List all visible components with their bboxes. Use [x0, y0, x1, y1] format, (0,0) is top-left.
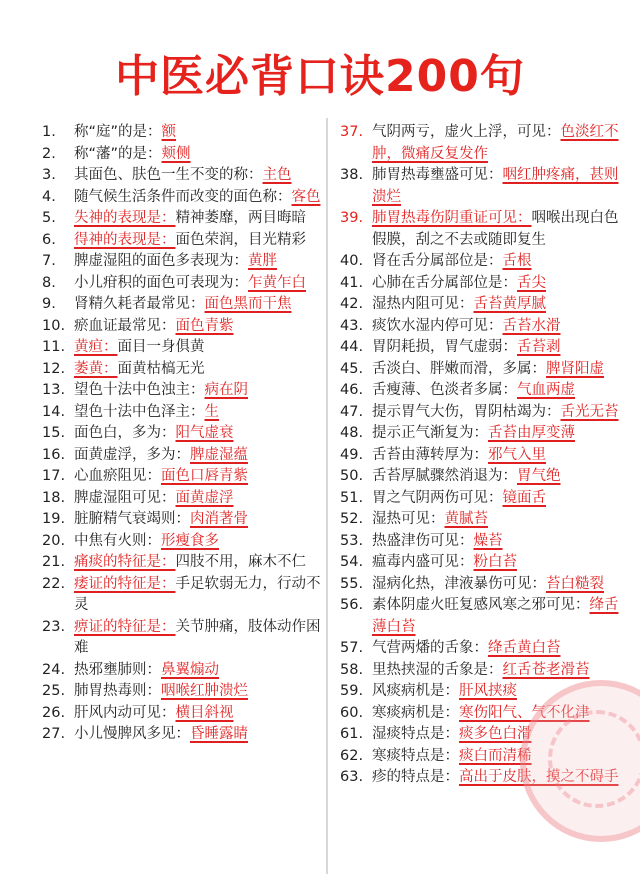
- item-answer: 咽喉红肿溃烂: [161, 683, 248, 699]
- item-number: 50.: [340, 468, 364, 484]
- list-item: [42, 703, 324, 725]
- item-number: 26.: [42, 704, 66, 721]
- item-number: 59.: [340, 683, 364, 699]
- list-item: [42, 208, 324, 230]
- item-text: [74, 466, 324, 488]
- item-number: 25.: [42, 683, 66, 699]
- list-item: [42, 380, 324, 402]
- item-question: 痰饮水湿内停可见：: [372, 317, 503, 334]
- item-answer: 形瘦食多: [161, 532, 219, 549]
- item-question: 瘀血证最常见：: [74, 317, 176, 334]
- item-text: [74, 316, 324, 338]
- item-number: 52.: [340, 511, 364, 527]
- item-answer: 鼻翼煽动: [161, 661, 219, 678]
- list-item: [340, 273, 622, 295]
- item-number: 27.: [42, 726, 66, 742]
- page-title: 中医必背口诀200句: [115, 51, 525, 102]
- item-text: [372, 208, 622, 251]
- item-number: 48.: [340, 425, 364, 441]
- item-answer: 病在阴: [204, 382, 248, 398]
- list-item: [340, 165, 622, 208]
- list-item: [340, 316, 622, 338]
- item-question: 疹的特点是：: [372, 769, 459, 785]
- item-answer: 高出于皮肤，摸之不碍手: [459, 769, 619, 785]
- item-answer: 面色青紫: [175, 317, 234, 334]
- list-item: [340, 488, 622, 510]
- list-item: [340, 251, 622, 273]
- item-question: 肺胃热毒则：: [74, 683, 161, 699]
- item-answer: 主色: [262, 167, 292, 183]
- item-answer: 胃气绝: [517, 468, 561, 484]
- item-text: [372, 423, 622, 445]
- item-number: 3.: [42, 167, 56, 183]
- item-number: 8.: [42, 274, 56, 291]
- item-answer: 失神的表现是：: [74, 210, 176, 226]
- list-item: [42, 316, 324, 338]
- item-text: [372, 595, 622, 638]
- item-number: 5.: [42, 210, 56, 226]
- list-item: [340, 531, 622, 553]
- item-question: 气阴两亏，虚火上浮，可见：: [372, 124, 561, 140]
- list-item: [42, 552, 324, 574]
- item-number: 38.: [340, 167, 364, 183]
- list-item: [42, 359, 324, 381]
- list-item: [42, 660, 324, 682]
- item-text: [74, 531, 324, 553]
- list-item: [42, 337, 324, 359]
- item-text: [372, 445, 622, 467]
- item-answer: 乍黄乍白: [248, 274, 306, 291]
- list-item: [340, 359, 622, 381]
- item-question: 湿痰特点是：: [372, 726, 459, 742]
- item-question: 四肢不用，麻木不仁: [175, 554, 306, 570]
- item-text: [372, 466, 622, 488]
- item-answer: 舌苔剥: [517, 339, 561, 355]
- item-question: 面黄虚浮，多为：: [74, 446, 190, 463]
- item-text: [74, 552, 324, 574]
- item-answer: 黄疸：: [74, 339, 118, 355]
- item-number: 45.: [340, 360, 364, 377]
- item-question: 舌苔由薄转厚为：: [372, 446, 488, 463]
- item-question: 小儿慢脾风多见：: [74, 726, 190, 742]
- item-text: [74, 724, 324, 746]
- item-question: 小儿疳积的面色可表现为：: [74, 274, 248, 291]
- item-question: 心血瘀阻见：: [74, 468, 161, 484]
- list-item: [340, 509, 622, 531]
- item-text: [372, 122, 622, 165]
- item-question: 面色荣润，目光精彩: [175, 231, 306, 248]
- item-answer: 绛舌薄白苔: [372, 597, 619, 635]
- item-answer: 痿证的特征是：: [74, 575, 176, 592]
- item-question: 肝风内动可见：: [74, 704, 176, 721]
- item-number: 1.: [42, 124, 56, 140]
- item-answer: 颊侧: [161, 145, 191, 162]
- list-item: [340, 208, 622, 251]
- item-number: 58.: [340, 661, 364, 678]
- list-item: [42, 165, 324, 187]
- item-number: 12.: [42, 360, 66, 377]
- item-answer: 色淡红不肿，微痛反复发作: [372, 124, 619, 162]
- item-answer: 阳气虚衰: [175, 425, 234, 441]
- item-question: 脏腑精气衰竭则：: [74, 511, 190, 527]
- list-item: [42, 445, 324, 467]
- item-question: 其面色、肤色一生不变的称：: [74, 167, 263, 183]
- item-answer: 舌苔由厚变薄: [488, 425, 575, 441]
- item-text: [372, 316, 622, 338]
- item-answer: 舌苔水滑: [502, 317, 561, 334]
- item-number: 56.: [340, 597, 364, 613]
- item-number: 20.: [42, 532, 66, 549]
- item-question: 面色白，多为：: [74, 425, 176, 441]
- item-answer: 肉消著骨: [190, 511, 248, 527]
- item-question: 咽喉出现白色假膜，刮之不去或随即复生: [372, 210, 619, 248]
- list-item: [340, 294, 622, 316]
- item-number: 24.: [42, 661, 66, 678]
- list-item: [340, 337, 622, 359]
- item-answer: 痰白而清稀: [459, 747, 532, 764]
- item-answer: 舌光无苔: [560, 403, 619, 420]
- item-number: 21.: [42, 554, 66, 570]
- item-number: 10.: [42, 317, 66, 334]
- item-question: 胃阴耗损，胃气虚弱：: [372, 339, 517, 355]
- item-answer: 面色黑而干焦: [204, 296, 292, 312]
- item-question: 面目一身俱黄: [117, 339, 205, 355]
- item-question: 瘟毒内盛可见：: [372, 554, 474, 570]
- list-item: [42, 122, 324, 144]
- list-item: [340, 402, 622, 424]
- item-question: 中焦有火则：: [74, 532, 161, 549]
- list-item: [340, 445, 622, 467]
- item-text: [74, 617, 324, 660]
- list-item: [340, 660, 622, 682]
- item-answer: 得神的表现是：: [74, 231, 176, 248]
- item-number: 63.: [340, 769, 364, 785]
- item-answer: 额: [161, 124, 177, 140]
- item-number: 51.: [340, 489, 364, 506]
- item-text: [74, 144, 324, 166]
- item-answer: 绛舌黄白苔: [488, 640, 561, 656]
- item-text: [74, 380, 324, 402]
- item-number: 22.: [42, 575, 66, 592]
- item-number: 15.: [42, 425, 66, 441]
- item-answer: 面黄虚浮: [175, 489, 234, 506]
- item-text: [74, 488, 324, 510]
- item-question: 关节肿痛，肢体动作困难: [74, 618, 321, 656]
- item-number: 17.: [42, 468, 66, 484]
- item-number: 6.: [42, 231, 56, 248]
- item-question: 里热挟湿的舌象是：: [372, 661, 503, 678]
- list-item: [42, 230, 324, 252]
- item-answer: 昏睡露睛: [190, 726, 248, 742]
- item-number: 39.: [340, 210, 364, 226]
- item-number: 54.: [340, 554, 364, 570]
- item-number: 46.: [340, 382, 364, 398]
- item-text: [372, 638, 622, 660]
- list-item: [42, 509, 324, 531]
- item-question: 心肺在舌分属部位是：: [372, 274, 517, 291]
- list-item: [42, 724, 324, 746]
- column-divider: [326, 118, 328, 874]
- item-answer: 脾虚湿蕴: [190, 446, 248, 463]
- list-item: [340, 552, 622, 574]
- item-text: [74, 251, 324, 273]
- item-text: [372, 660, 622, 682]
- item-number: 41.: [340, 274, 364, 291]
- item-text: [372, 359, 622, 381]
- item-answer: 舌苔黄厚腻: [473, 296, 546, 312]
- item-question: 肾在舌分属部位是：: [372, 253, 503, 269]
- item-text: [372, 552, 622, 574]
- list-item: [340, 122, 622, 165]
- item-question: 随气候生活条件而改变的面色称：: [74, 188, 292, 205]
- item-text: [74, 574, 324, 617]
- item-number: 7.: [42, 253, 56, 269]
- item-answer: 寒伤阳气、气不化津: [459, 704, 590, 721]
- list-item: [42, 144, 324, 166]
- item-question: 称“藩”的是：: [74, 145, 162, 162]
- list-item: [42, 681, 324, 703]
- item-text: [372, 574, 622, 596]
- left-column: [42, 122, 324, 746]
- item-answer: 萎黄：: [74, 360, 118, 377]
- item-answer: 舌根: [502, 253, 532, 269]
- item-question: 称“庭”的是：: [74, 124, 162, 140]
- list-item: [42, 402, 324, 424]
- item-answer: 红舌苍老滑苔: [502, 661, 590, 678]
- item-text: [372, 509, 622, 531]
- list-item: [340, 638, 622, 660]
- item-text: [74, 337, 324, 359]
- item-question: 肺胃热毒壅盛可见：: [372, 167, 503, 183]
- item-number: 11.: [42, 339, 66, 355]
- item-question: 脾虚湿阻的面色多表现为：: [74, 253, 248, 269]
- item-answer: 燥苔: [473, 532, 503, 549]
- item-question: 手足软弱无力，行动不灵: [74, 575, 321, 613]
- item-number: 44.: [340, 339, 364, 355]
- item-answer: 痰多色白滑: [459, 726, 532, 742]
- item-text: [74, 273, 324, 295]
- item-text: [74, 509, 324, 531]
- item-question: 精神萎靡，两目晦暗: [175, 210, 306, 226]
- item-number: 49.: [340, 446, 364, 463]
- list-item: [340, 380, 622, 402]
- item-question: 寒痰特点是：: [372, 747, 459, 764]
- item-text: [372, 531, 622, 553]
- item-answer: 粉白苔: [473, 554, 517, 570]
- list-item: [42, 294, 324, 316]
- list-item: [340, 423, 622, 445]
- item-answer: 生: [204, 403, 219, 420]
- list-item: [42, 531, 324, 553]
- item-question: 望色十法中色泽主：: [74, 403, 205, 420]
- item-question: 热邪壅肺则：: [74, 661, 161, 678]
- item-number: 2.: [42, 145, 56, 162]
- list-item: [42, 617, 324, 660]
- item-text: [372, 488, 622, 510]
- list-item: [42, 423, 324, 445]
- item-question: 肾精久耗者最常见：: [74, 296, 205, 312]
- item-number: 13.: [42, 382, 66, 398]
- item-question: 素体阴虚火旺复感风寒之邪可见：: [372, 597, 590, 613]
- item-text: [74, 423, 324, 445]
- item-answer: 黄腻苔: [444, 511, 488, 527]
- item-question: 风痰病机是：: [372, 683, 459, 699]
- item-number: 61.: [340, 726, 364, 742]
- list-item: [42, 251, 324, 273]
- item-text: [372, 294, 622, 316]
- item-text: [74, 122, 324, 144]
- item-question: 寒痰病机是：: [372, 704, 459, 721]
- item-question: 舌苔厚腻骤然消退为：: [372, 468, 517, 484]
- item-question: 舌淡白、胖嫩而滑，多属：: [372, 360, 546, 377]
- item-number: 60.: [340, 704, 364, 721]
- item-number: 9.: [42, 296, 56, 312]
- item-text: [74, 402, 324, 424]
- list-item: [340, 574, 622, 596]
- item-text: [74, 445, 324, 467]
- item-text: [74, 703, 324, 725]
- stamp-watermark-inner: [548, 710, 640, 808]
- item-question: 提示胃气大伤，胃阴枯竭为：: [372, 403, 561, 420]
- item-text: [372, 165, 622, 208]
- item-answer: 镜面舌: [502, 489, 546, 506]
- item-text: [74, 294, 324, 316]
- item-text: [74, 660, 324, 682]
- item-number: 18.: [42, 489, 66, 506]
- item-answer: 面色口唇青紫: [161, 468, 248, 484]
- item-answer: 脾肾阳虚: [546, 360, 604, 377]
- item-text: [74, 208, 324, 230]
- item-text: [372, 273, 622, 295]
- list-item: [42, 273, 324, 295]
- item-text: [74, 359, 324, 381]
- item-text: [372, 251, 622, 273]
- item-answer: 客色: [291, 188, 321, 205]
- item-question: 望色十法中色浊主：: [74, 382, 205, 398]
- item-number: 4.: [42, 188, 56, 205]
- item-question: 胃之气阴两伤可见：: [372, 489, 503, 506]
- item-number: 47.: [340, 403, 364, 420]
- list-item: [42, 187, 324, 209]
- item-question: 热盛津伤可见：: [372, 532, 474, 549]
- item-number: 53.: [340, 532, 364, 549]
- item-number: 57.: [340, 640, 364, 656]
- item-text: [74, 681, 324, 703]
- item-text: [74, 187, 324, 209]
- item-text: [74, 165, 324, 187]
- list-item: [340, 595, 622, 638]
- item-number: 62.: [340, 747, 364, 764]
- list-item: [42, 466, 324, 488]
- item-answer: 黄胖: [248, 253, 277, 269]
- item-number: 43.: [340, 317, 364, 334]
- item-question: 脾虚湿阻可见：: [74, 489, 176, 506]
- list-item: [42, 488, 324, 510]
- item-answer: 肝风挟痰: [459, 683, 517, 699]
- item-question: 气营两燔的舌象：: [372, 640, 488, 656]
- item-number: 42.: [340, 296, 364, 312]
- item-answer: 横目斜视: [175, 704, 234, 721]
- item-question: 舌瘦薄、色淡者多属：: [372, 382, 517, 398]
- item-number: 16.: [42, 446, 66, 463]
- item-question: 湿热内阻可见：: [372, 296, 474, 312]
- item-question: 湿热可见：: [372, 511, 445, 527]
- item-answer: 痹证的特征是：: [74, 618, 176, 635]
- list-item: [42, 574, 324, 617]
- item-number: 23.: [42, 618, 66, 635]
- list-item: [340, 466, 622, 488]
- item-number: 55.: [340, 575, 364, 592]
- item-question: 湿病化热，津液暴伤可见：: [372, 575, 546, 592]
- item-number: 37.: [340, 124, 364, 140]
- item-number: 40.: [340, 253, 364, 269]
- item-answer: 肺胃热毒伤阴重证可见：: [372, 210, 532, 226]
- item-number: 14.: [42, 403, 66, 420]
- item-answer: 舌尖: [517, 274, 546, 291]
- item-answer: 气血两虚: [517, 382, 575, 398]
- item-answer: 痛痰的特征是：: [74, 554, 176, 570]
- item-answer: 邪气入里: [488, 446, 546, 463]
- item-text: [74, 230, 324, 252]
- item-question: 提示正气渐复为：: [372, 425, 488, 441]
- item-text: [372, 337, 622, 359]
- item-text: [372, 380, 622, 402]
- item-answer: 咽红肿疼痛，甚则溃烂: [372, 167, 619, 205]
- item-text: [372, 402, 622, 424]
- item-answer: 苔白糙裂: [546, 575, 604, 592]
- item-question: 面黄枯槁无光: [117, 360, 205, 377]
- item-number: 19.: [42, 511, 66, 527]
